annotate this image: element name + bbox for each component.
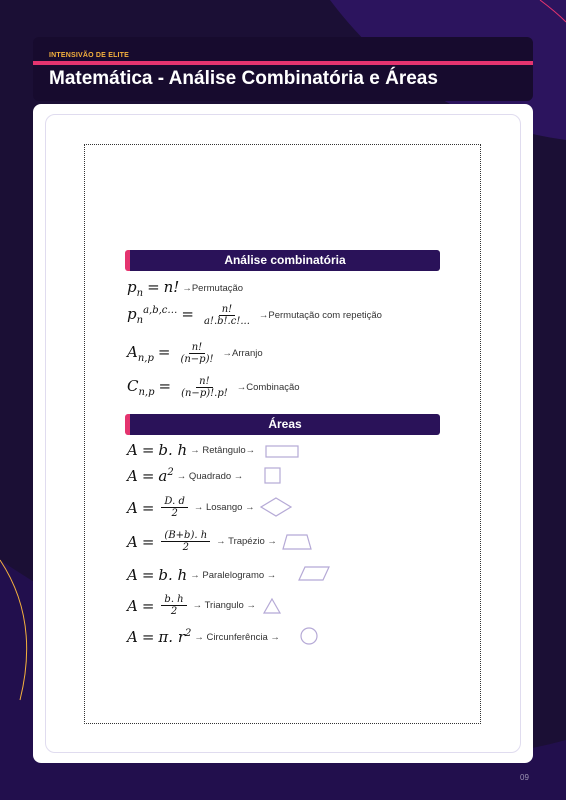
label-circunferencia: → Circunferência →: [194, 631, 280, 643]
page-header: [33, 37, 533, 101]
label-combinacao: →Combinação: [236, 382, 300, 393]
formula-permutacao: $p_n = n$! →Permutação: [127, 278, 244, 299]
content-card: [33, 104, 533, 763]
fraction: $\frac{b. h}{2}$: [161, 594, 186, 617]
label-retangulo: → Retângulo→: [190, 444, 256, 456]
label-permutacao: →Permutação: [182, 283, 244, 294]
section-header-combinatoria: Análise combinatória: [125, 250, 440, 271]
circle-icon: [299, 626, 319, 646]
label-paralelogramo: → Paralelogramo →: [190, 569, 277, 581]
rectangle-icon: [265, 444, 301, 460]
label-trapezio: → Trapézio →: [216, 536, 277, 547]
section-header-areas: Áreas: [125, 414, 440, 435]
formula-losango: A = $\frac{D. d}{2}$ → Losango →: [127, 496, 255, 519]
fraction: $\frac{n!}{(n-p)!}$: [180, 342, 214, 365]
formula-trapezio: A = $\frac{(B+b). h}{2}$ → Trapézio →: [127, 530, 277, 553]
square-icon: [263, 466, 283, 486]
fraction: $\frac{n!}{(n-p)!.p!}$: [181, 376, 228, 399]
fraction: $\frac{(B+b). h}{2}$: [161, 530, 210, 553]
formula-paralelogramo: A = b. h → Paralelogramo →: [127, 566, 277, 584]
formula-quadrado: $A = a^2$ → Quadrado →: [127, 467, 244, 485]
page-title: Matemática - Análise Combinatória e Áreas: [49, 68, 438, 89]
label-quadrado: → Quadrado →: [176, 470, 244, 482]
formula-permutacao-repeticao: $p_n^{a,b,c\dots}$ = $\frac{n!}{a!.b!.c!...}$ →Permutação com repetição: [127, 304, 382, 327]
formula-circunferencia: A = π. $r^2$ → Circunferência →: [127, 628, 280, 646]
formula-arranjo: $A_{n,p}$ = $\frac{n!}{(n-p)!}$ →Arranjo: [127, 342, 263, 365]
rhombus-icon: [259, 496, 293, 518]
parallelogram-icon: [296, 565, 332, 583]
page-number: 09: [520, 773, 529, 782]
triangle-icon: [262, 597, 282, 615]
fraction: $\frac{n!}{a!.b!.c!...}$: [203, 304, 250, 327]
formula-triangulo: A = $\frac{b. h}{2}$ → Triangulo →: [127, 594, 256, 617]
label-arranjo: →Arranjo: [222, 348, 263, 359]
label-losango: → Losango →: [193, 502, 255, 513]
formula-combinacao: $C_{n,p}$ = $\frac{n!}{(n-p)!.p!}$ →Combinação: [127, 376, 300, 399]
trapezoid-icon: [281, 532, 313, 552]
label-triangulo: → Triangulo →: [192, 600, 256, 611]
fraction: $\frac{D. d}{2}$: [161, 496, 187, 519]
label-permutacao-repeticao: →Permutação com repetição: [258, 310, 382, 321]
formula-retangulo: A = b. h → Retângulo→: [127, 441, 256, 459]
header-accent-bar: [33, 61, 533, 65]
header-kicker: INTENSIVÃO DE ELITE: [49, 52, 130, 59]
